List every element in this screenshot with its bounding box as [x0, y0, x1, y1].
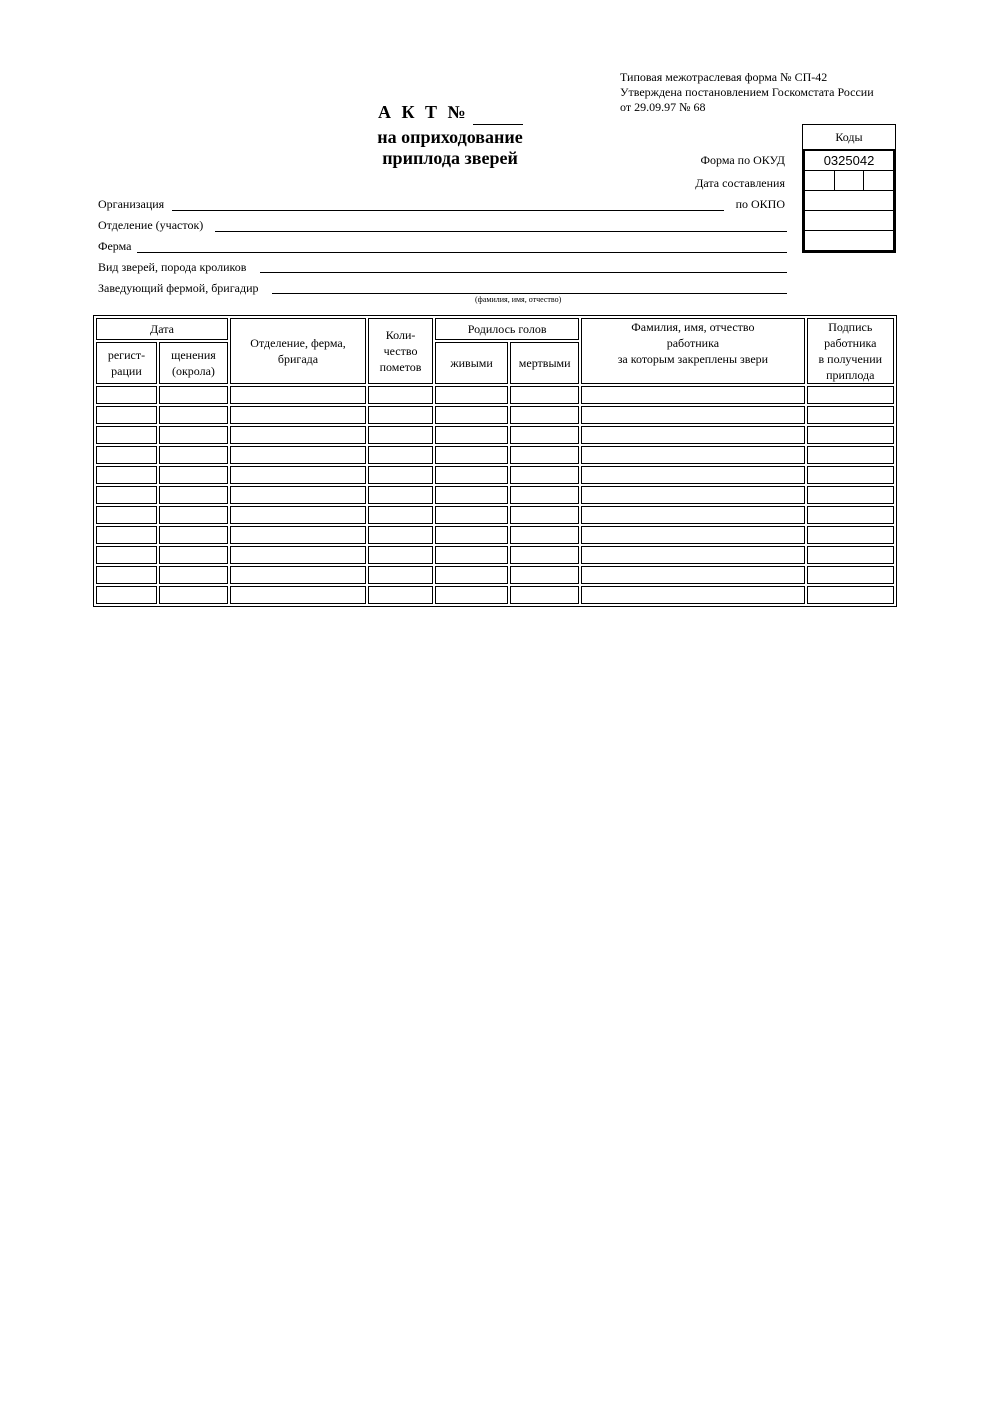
cell-alive[interactable] [435, 386, 508, 404]
cell-signature[interactable] [807, 446, 894, 464]
table-row [96, 566, 894, 584]
animal-type-field[interactable] [260, 272, 787, 273]
cell-department[interactable] [230, 406, 366, 424]
cell-dead[interactable] [510, 386, 579, 404]
cell-registration[interactable] [96, 546, 157, 564]
form-approval-line2: Утверждена постановлением Госкомстата России [620, 85, 874, 99]
act-number-field[interactable] [473, 124, 523, 125]
cell-dead[interactable] [510, 406, 579, 424]
cell-registration[interactable] [96, 386, 157, 404]
document-subtitle-line2: приплода зверей [382, 148, 518, 168]
cell-worker[interactable] [581, 426, 804, 444]
cell-whelping[interactable] [159, 446, 228, 464]
cell-dead[interactable] [510, 486, 579, 504]
table-row [96, 506, 894, 524]
cell-whelping[interactable] [159, 586, 228, 604]
date-compiled-label: Дата составления [695, 176, 785, 190]
organization-field[interactable] [172, 210, 724, 211]
cell-signature[interactable] [807, 466, 894, 484]
form-approval-note [620, 70, 874, 115]
cell-litters[interactable] [368, 486, 433, 504]
table-row [96, 386, 894, 404]
farm-label: Ферма [98, 239, 132, 253]
cell-department[interactable] [230, 466, 366, 484]
col-born-group: Родилось голов [435, 318, 579, 340]
cell-worker[interactable] [581, 586, 804, 604]
col-litters: Коли- чество пометов [368, 318, 433, 384]
table-row [96, 466, 894, 484]
cell-alive[interactable] [435, 486, 508, 504]
cell-registration[interactable] [96, 486, 157, 504]
cell-worker[interactable] [581, 446, 804, 464]
organization-label: Организация [98, 197, 165, 211]
table-row [96, 526, 894, 544]
col-whelping: щенения (окрола) [159, 342, 228, 384]
manager-hint: (фамилия, имя, отчество) [475, 295, 562, 304]
cell-dead[interactable] [510, 586, 579, 604]
table-row [96, 546, 894, 564]
extra-code-cell-1[interactable] [805, 210, 893, 230]
cell-whelping[interactable] [159, 406, 228, 424]
cell-alive[interactable] [435, 426, 508, 444]
cell-registration[interactable] [96, 566, 157, 584]
manager-field[interactable] [272, 293, 787, 294]
col-date-group: Дата [96, 318, 228, 340]
cell-litters[interactable] [368, 386, 433, 404]
okpo-label: по ОКПО [735, 197, 785, 211]
cell-registration[interactable] [96, 526, 157, 544]
table-row [96, 446, 894, 464]
cell-signature[interactable] [807, 486, 894, 504]
cell-registration[interactable] [96, 586, 157, 604]
cell-signature[interactable] [807, 566, 894, 584]
cell-litters[interactable] [368, 466, 433, 484]
cell-department[interactable] [230, 386, 366, 404]
codes-grid [803, 149, 895, 252]
manager-label: Заведующий фермой, бригадир [98, 281, 259, 295]
cell-signature[interactable] [807, 426, 894, 444]
cell-worker[interactable] [581, 546, 804, 564]
cell-alive[interactable] [435, 526, 508, 544]
col-signature: Подпись работника в получении приплода [807, 318, 894, 384]
offspring-table [93, 315, 897, 607]
document-title-akt: А К Т № [378, 102, 469, 122]
cell-whelping[interactable] [159, 566, 228, 584]
col-dead: мертвыми [510, 342, 579, 384]
cell-litters[interactable] [368, 566, 433, 584]
cell-dead[interactable] [510, 446, 579, 464]
cell-litters[interactable] [368, 526, 433, 544]
okud-label: Форма по ОКУД [700, 153, 785, 167]
cell-dead[interactable] [510, 526, 579, 544]
cell-registration[interactable] [96, 426, 157, 444]
cell-dead[interactable] [510, 426, 579, 444]
cell-litters[interactable] [368, 546, 433, 564]
cell-signature[interactable] [807, 586, 894, 604]
cell-litters[interactable] [368, 586, 433, 604]
cell-dead[interactable] [510, 566, 579, 584]
cell-alive[interactable] [435, 466, 508, 484]
cell-whelping[interactable] [159, 486, 228, 504]
okpo-code-cell[interactable] [805, 190, 893, 210]
document-subtitle [330, 127, 570, 169]
cell-litters[interactable] [368, 446, 433, 464]
farm-field[interactable] [137, 252, 787, 253]
cell-registration[interactable] [96, 506, 157, 524]
cell-alive[interactable] [435, 506, 508, 524]
cell-signature[interactable] [807, 526, 894, 544]
cell-department[interactable] [230, 446, 366, 464]
cell-whelping[interactable] [159, 426, 228, 444]
cell-worker[interactable] [581, 526, 804, 544]
cell-worker[interactable] [581, 486, 804, 504]
cell-alive[interactable] [435, 446, 508, 464]
cell-whelping[interactable] [159, 526, 228, 544]
cell-department[interactable] [230, 566, 366, 584]
date-code-cells[interactable] [805, 170, 893, 190]
cell-alive[interactable] [435, 406, 508, 424]
cell-signature[interactable] [807, 406, 894, 424]
date-year-cell[interactable] [863, 171, 893, 190]
department-field[interactable] [215, 231, 787, 232]
col-registration: регист- рации [96, 342, 157, 384]
cell-signature[interactable] [807, 546, 894, 564]
cell-litters[interactable] [368, 406, 433, 424]
cell-alive[interactable] [435, 546, 508, 564]
animal-type-label: Вид зверей, порода кроликов [98, 260, 247, 274]
cell-dead[interactable] [510, 466, 579, 484]
col-department: Отделение, ферма, бригада [230, 318, 366, 384]
table-row [96, 586, 894, 604]
date-month-cell[interactable] [834, 171, 864, 190]
cell-whelping[interactable] [159, 466, 228, 484]
cell-whelping[interactable] [159, 386, 228, 404]
cell-worker[interactable] [581, 506, 804, 524]
cell-department[interactable] [230, 526, 366, 544]
cell-department[interactable] [230, 546, 366, 564]
table-row [96, 486, 894, 504]
codes-title: Коды [835, 130, 863, 144]
cell-signature[interactable] [807, 386, 894, 404]
cell-worker[interactable] [581, 466, 804, 484]
cell-department[interactable] [230, 486, 366, 504]
cell-department[interactable] [230, 426, 366, 444]
cell-alive[interactable] [435, 586, 508, 604]
cell-dead[interactable] [510, 506, 579, 524]
cell-alive[interactable] [435, 566, 508, 584]
cell-worker[interactable] [581, 386, 804, 404]
form-approval-line1: Типовая межотраслевая форма № СП-42 [620, 70, 828, 84]
cell-whelping[interactable] [159, 546, 228, 564]
cell-signature[interactable] [807, 506, 894, 524]
okud-code-value: 0325042 [823, 153, 875, 168]
department-label: Отделение (участок) [98, 218, 204, 232]
cell-department[interactable] [230, 506, 366, 524]
table-row [96, 406, 894, 424]
table-row [96, 426, 894, 444]
cell-registration[interactable] [96, 406, 157, 424]
cell-whelping[interactable] [159, 506, 228, 524]
cell-department[interactable] [230, 586, 366, 604]
cell-registration[interactable] [96, 446, 157, 464]
document-subtitle-line1: на оприходование [377, 127, 523, 147]
cell-dead[interactable] [510, 546, 579, 564]
codes-box [802, 124, 896, 253]
col-worker: Фамилия, имя, отчество работника за которым закреплены звери [581, 318, 804, 384]
cell-registration[interactable] [96, 466, 157, 484]
date-day-cell[interactable] [805, 171, 834, 190]
cell-worker[interactable] [581, 406, 804, 424]
extra-code-cell-2[interactable] [805, 230, 893, 250]
cell-litters[interactable] [368, 506, 433, 524]
col-alive: живыми [435, 342, 508, 384]
cell-litters[interactable] [368, 426, 433, 444]
cell-worker[interactable] [581, 566, 804, 584]
form-approval-line3: от 29.09.97 № 68 [620, 100, 706, 114]
